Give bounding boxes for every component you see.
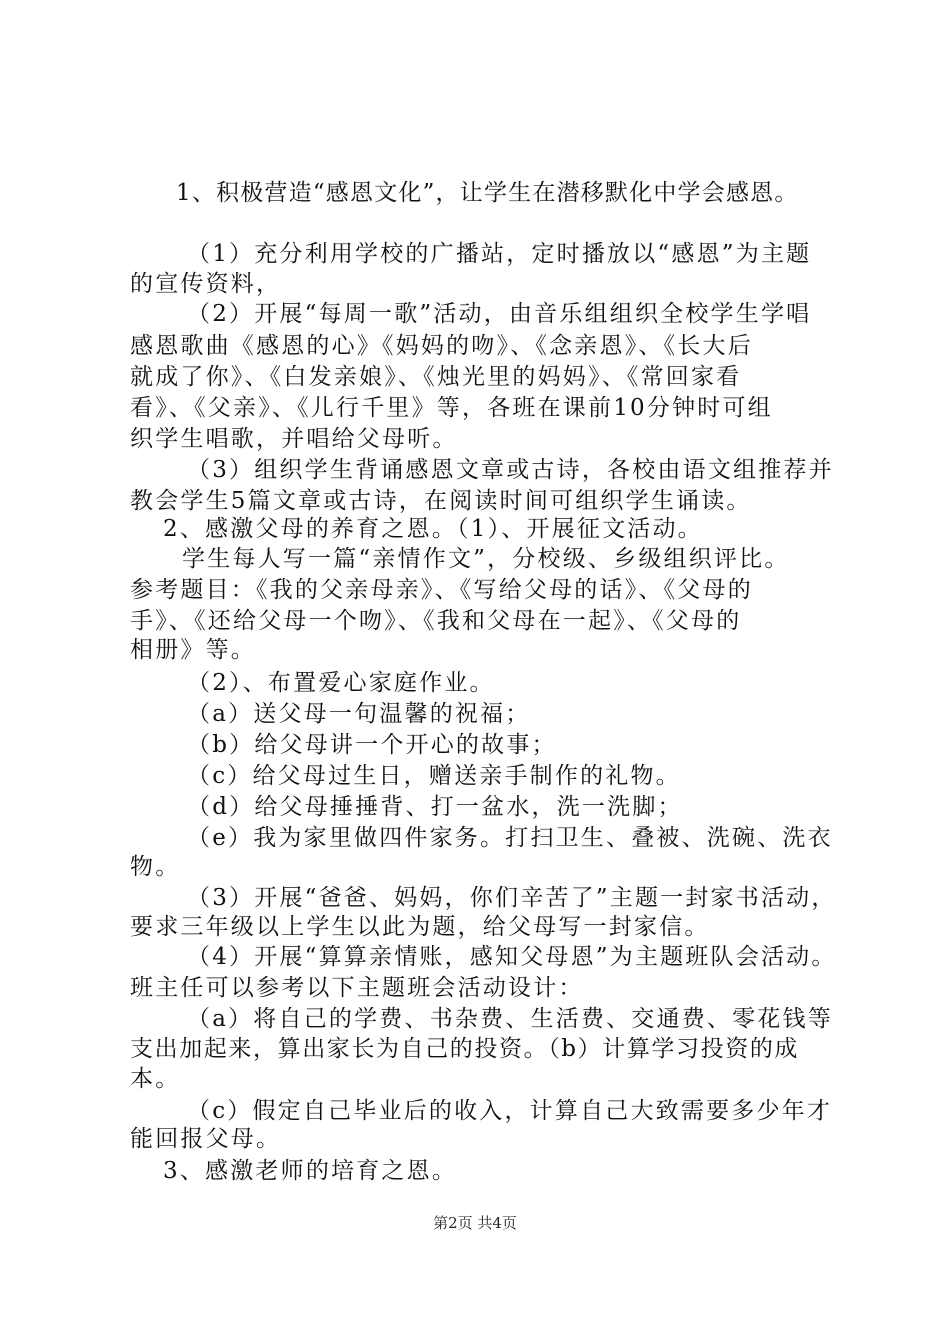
paragraph-line: 参考题目：《我的父亲母亲》、《写给父母的话》、《父母的 xyxy=(130,577,753,603)
paragraph-line: 就成了你》、《白发亲娘》、《烛光里的妈妈》、《常回家看 xyxy=(130,364,742,390)
paragraph-line: 相册》等。 xyxy=(130,637,256,663)
list-item: （a）送父母一句温馨的祝福； xyxy=(187,701,531,727)
paragraph-line: 手》、《还给父母一个吻》、《我和父母在一起》、《父母的 xyxy=(130,608,742,634)
paragraph-line: 本。 xyxy=(130,1066,181,1092)
paragraph-line: （1）充分利用学校的广播站，定时播放以“感恩”为主题 xyxy=(187,241,812,267)
paragraph-line: 的宣传资料， xyxy=(130,271,282,297)
paragraph-line: 要求三年级以上学生以此为题，给父母写一封家信。 xyxy=(130,914,710,940)
heading-3: 3、感激老师的培育之恩。 xyxy=(163,1158,458,1184)
heading-2: 2、感激父母的养育之恩。（1）、开展征文活动。 xyxy=(163,516,703,542)
paragraph-line: （c）假定自己毕业后的收入，计算自己大致需要多少年才 xyxy=(187,1098,833,1124)
paragraph-line: （3）组织学生背诵感恩文章或古诗，各校由语文组推荐并 xyxy=(187,457,834,483)
paragraph-line: （2）、布置爱心家庭作业。 xyxy=(187,670,495,696)
list-item: （e）我为家里做四件家务。打扫卫生、叠被、洗碗、洗衣 xyxy=(187,825,833,851)
paragraph-line: 感恩歌曲《感恩的心》《妈妈的吻》、《念亲恩》、《长大后 xyxy=(130,333,753,359)
paragraph-line: 支出加起来，算出家长为自己的投资。（b）计算学习投资的成 xyxy=(130,1036,800,1062)
list-item: （c）给父母过生日，赠送亲手制作的礼物。 xyxy=(187,763,681,789)
list-item: （d）给父母捶捶背、打一盆水，洗一洗脚； xyxy=(187,794,683,820)
paragraph-line: 能回报父母。 xyxy=(130,1126,282,1152)
paragraph-line: （3）开展“爸爸、妈妈，你们辛苦了”主题一封家书活动， xyxy=(187,885,837,911)
page-footer: 第2页 共4页 xyxy=(433,1214,517,1232)
paragraph-line: 学生每人写一篇“亲情作文”，分校级、乡级组织评比。 xyxy=(182,546,790,572)
paragraph-line: （4）开展“算算亲情账，感知父母恩”为主题班队会活动。 xyxy=(187,944,837,970)
paragraph-line: （a）将自己的学费、书杂费、生活费、交通费、零花钱等 xyxy=(187,1006,833,1032)
paragraph-line: 班主任可以参考以下主题班会活动设计： xyxy=(130,975,584,1001)
paragraph-line: 织学生唱歌，并唱给父母听。 xyxy=(130,426,458,452)
paragraph-line: 教会学生5篇文章或古诗，在阅读时间可组织学生诵读。 xyxy=(130,488,752,514)
paragraph-line: 看》、《父亲》、《儿行千里》等，各班在课前10分钟时可组 xyxy=(130,395,773,421)
list-item: （b）给父母讲一个开心的故事； xyxy=(187,732,557,758)
paragraph-line: （2）开展“每周一歌”活动，由音乐组组织全校学生学唱 xyxy=(187,301,812,327)
heading-1: 1、积极营造“感恩文化”，让学生在潜移默化中学会感恩。 xyxy=(176,180,799,206)
paragraph-line: 物。 xyxy=(130,854,181,880)
